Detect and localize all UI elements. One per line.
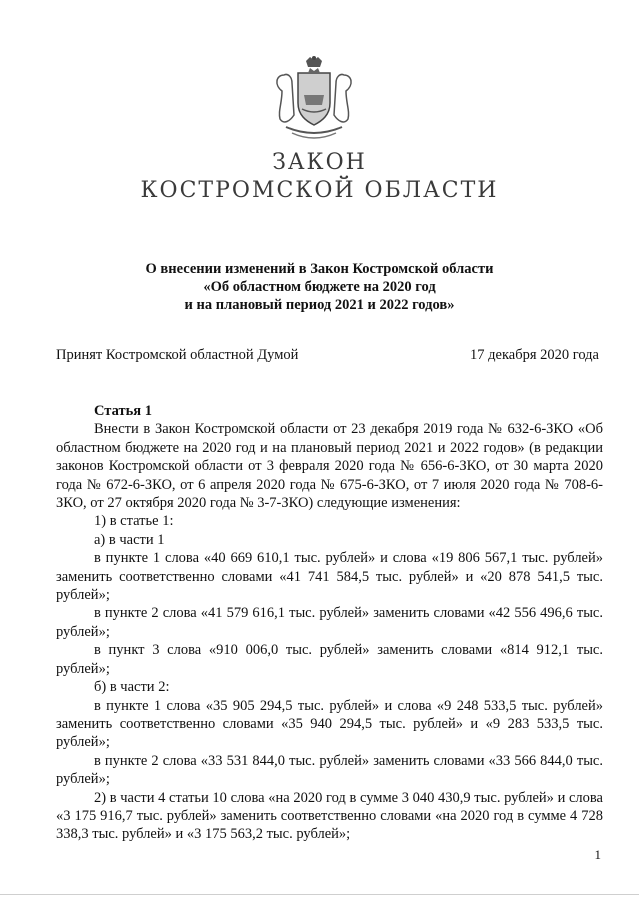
adopted-by: Принят Костромской областной Думой (56, 347, 299, 363)
paragraph: Внести в Закон Костромской области от 23 декабря 2019 года № 632-6-ЗКО «Об областном бюджете на 2020 год и на плановый период 2021 и 2022 годов» (в редакции законов Костромской области от 3 февраля 2020 года № 656-6-ЗКО, от 30 марта 2020 года № 672-6-ЗКО, от 6 апреля 2020 года № 675-6-ЗКО, от 7 июля 2020 года № 708-6-ЗКО, от 27 октября 2020 года № 3-7-ЗКО) следующие изменения: (56, 421, 603, 512)
subject-line: О внесении изменений в Закон Костромской области (145, 261, 494, 277)
paragraph: в пункт 3 слова «910 006,0 тыс. рублей» заменить словами «814 912,1 тыс. рублей»; (56, 642, 603, 677)
paragraph: в пункте 1 слова «40 669 610,1 тыс. рублей» и слова «19 806 567,1 тыс. рублей» заменить соответственно словами «41 741 584,5 тыс. рублей» и «20 878 541,5 тыс. рублей»; (56, 550, 603, 604)
paragraph: 1) в статье 1: (94, 513, 174, 530)
paragraph: в пункте 2 слова «33 531 844,0 тыс. рублей» заменить словами «33 566 844,0 тыс. рублей»; (56, 752, 603, 788)
paragraph: 2) в части 4 статьи 10 слова «на 2020 год в сумме 3 040 430,9 тыс. рублей» и слова «3 175 916,7 тыс. рублей» заменить соответственно словами «на 2020 год в сумме 4 728 338,3 тыс. рублей» и «3 175 563,2 тыс. рублей»; (56, 789, 603, 843)
article-heading: Статья 1 (94, 403, 152, 419)
page-bottom-divider (0, 894, 639, 895)
paragraph: б) в части 2: (94, 679, 170, 696)
adopted-date: 17 декабря 2020 года (470, 347, 599, 363)
paragraph: а) в части 1 (94, 531, 165, 548)
paragraph: в пункте 1 слова «35 905 294,5 тыс. рублей» и слова «9 248 533,5 тыс. рублей» заменить соответственно словами «35 940 294,5 тыс. рублей» и «9 283 533,5 тыс. рублей»; (56, 697, 603, 751)
coat-of-arms-icon (266, 55, 362, 145)
page-number: 1 (594, 847, 601, 862)
paragraph: в пункте 2 слова «41 579 616,1 тыс. рублей» заменить словами «42 556 496,6 тыс. рублей»; (56, 605, 603, 640)
law-body (56, 402, 603, 844)
subject-line: «Об областном бюджете на 2020 год (203, 279, 436, 295)
region-title: КОСТРОМСКОЙ ОБЛАСТИ (140, 178, 499, 203)
subject-line: и на плановый период 2021 и 2022 годов» (184, 297, 455, 313)
law-title: ЗАКОН (272, 150, 367, 175)
law-subject (0, 260, 639, 314)
